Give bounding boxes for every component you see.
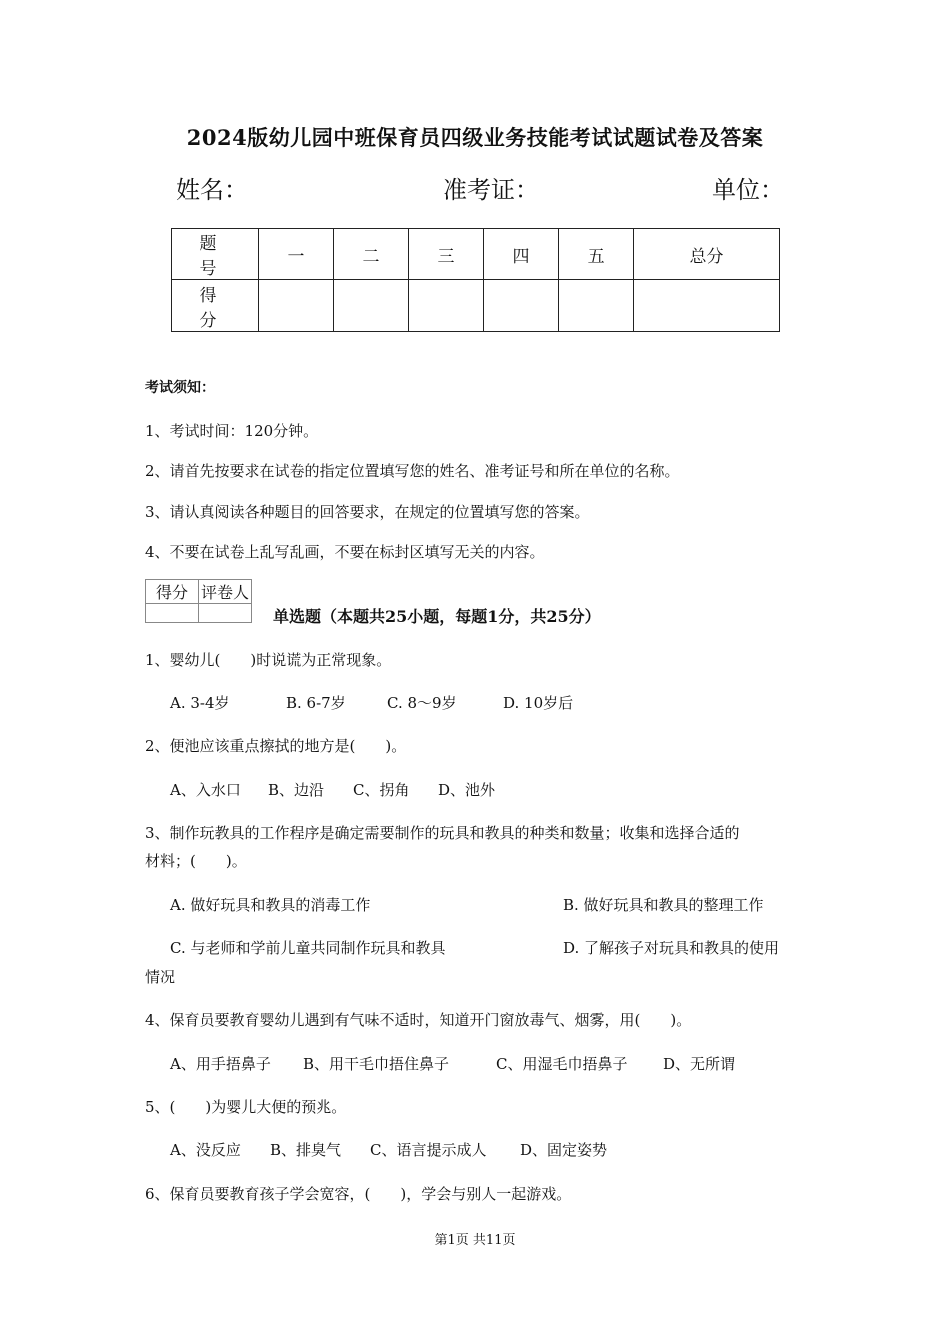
page-footer: 第1页 共11页 — [434, 1233, 516, 1248]
section-title: 单选题（本题共25小题，每题1分，共25分） — [273, 607, 601, 626]
option-b[interactable]: B. 做好玩具和教具的整理工作 — [563, 896, 764, 914]
option-b[interactable]: B、边沿 — [268, 781, 325, 799]
grader-score-label: 得分 — [146, 580, 199, 604]
score-table-header-cell: 一 — [259, 229, 334, 280]
grader-score-cell[interactable] — [146, 604, 199, 623]
notice-item: 2、请首先按要求在试卷的指定位置填写您的姓名、准考证号和所在单位的名称。 — [145, 462, 680, 480]
option-b[interactable]: B、排臭气 — [270, 1141, 342, 1159]
option-d[interactable]: D. 10岁后 — [503, 694, 574, 712]
score-table-header-cell: 二 — [334, 229, 409, 280]
grader-reviewer-label: 评卷人 — [199, 580, 252, 604]
option-c[interactable]: C、拐角 — [353, 781, 410, 799]
grader-reviewer-cell[interactable] — [199, 604, 252, 623]
option-d-continued: 情况 — [145, 968, 176, 986]
score-cell[interactable] — [259, 280, 334, 332]
score-cell[interactable] — [484, 280, 559, 332]
score-table-row-label: 得 分 — [172, 280, 259, 332]
option-c[interactable]: C. 8～9岁 — [387, 694, 457, 712]
question-stem: 1、婴幼儿( )时说谎为正常现象。 — [145, 651, 392, 669]
score-cell[interactable] — [334, 280, 409, 332]
option-b[interactable]: B. 6-7岁 — [286, 694, 346, 712]
document-title: 2024版幼儿园中班保育员四级业务技能考试试题试卷及答案 — [186, 125, 764, 150]
score-table-header-row — [172, 229, 780, 280]
unit-field-label: 单位： — [712, 176, 784, 204]
option-d[interactable]: D、固定姿势 — [520, 1141, 608, 1159]
option-a[interactable]: A. 做好玩具和教具的消毒工作 — [170, 896, 371, 914]
score-table-header-label: 题 号 — [172, 229, 259, 280]
question-stem-continued: 材料；( )。 — [145, 852, 247, 870]
exam-id-field-label: 准考证： — [443, 176, 539, 204]
name-field-label: 姓名： — [176, 176, 248, 204]
grader-box — [145, 579, 252, 623]
question-stem: 4、保育员要教育婴幼儿遇到有气味不适时，知道开门窗放毒气、烟雾，用( )。 — [145, 1011, 692, 1029]
question-stem: 6、保育员要教育孩子学会宽容，( )，学会与别人一起游戏。 — [145, 1185, 572, 1203]
notice-heading: 考试须知： — [145, 380, 215, 396]
score-table-header-cell: 五 — [559, 229, 634, 280]
score-cell[interactable] — [634, 280, 780, 332]
score-table-score-row — [172, 280, 780, 332]
question-stem: 2、便池应该重点擦拭的地方是( )。 — [145, 737, 407, 755]
option-d[interactable]: D、无所谓 — [663, 1055, 736, 1073]
option-a[interactable]: A、入水口 — [170, 781, 241, 799]
score-table-header-cell: 总分 — [634, 229, 780, 280]
question-stem: 3、制作玩教具的工作程序是确定需要制作的玩具和教具的种类和数量；收集和选择合适的 — [145, 824, 740, 842]
score-table-header-cell: 三 — [409, 229, 484, 280]
question-stem: 5、( )为婴儿大便的预兆。 — [145, 1098, 347, 1116]
notice-item: 1、考试时间：120分钟。 — [145, 422, 319, 440]
score-table — [171, 228, 780, 332]
option-a[interactable]: A. 3-4岁 — [170, 694, 230, 712]
option-a[interactable]: A、用手捂鼻子 — [170, 1055, 271, 1073]
option-b[interactable]: B、用干毛巾捂住鼻子 — [303, 1055, 450, 1073]
option-c[interactable]: C、用湿毛巾捂鼻子 — [496, 1055, 628, 1073]
notice-item: 4、不要在试卷上乱写乱画，不要在标封区填写无关的内容。 — [145, 543, 545, 561]
option-d[interactable]: D、池外 — [438, 781, 496, 799]
score-cell[interactable] — [409, 280, 484, 332]
option-d[interactable]: D. 了解孩子对玩具和教具的使用 — [563, 939, 780, 957]
score-table-header-cell: 四 — [484, 229, 559, 280]
option-c[interactable]: C. 与老师和学前儿童共同制作玩具和教具 — [170, 939, 446, 957]
score-cell[interactable] — [559, 280, 634, 332]
option-a[interactable]: A、没反应 — [170, 1141, 241, 1159]
option-c[interactable]: C、语言提示成人 — [370, 1141, 487, 1159]
notice-item: 3、请认真阅读各种题目的回答要求，在规定的位置填写您的答案。 — [145, 503, 590, 521]
